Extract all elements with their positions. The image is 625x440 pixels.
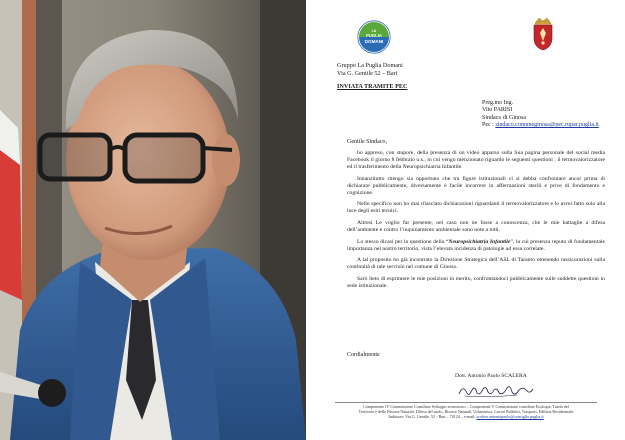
recipient-role: Sindaco di Ginosa [482, 114, 526, 121]
sender-line-1: Gruppo La Puglia Domani [337, 62, 403, 69]
salutation: Gentile Sindaco, [347, 139, 387, 145]
footer-address: Indirizzo: Via G. Gentile, 52 - Bari – 74124 – e-mail: [388, 414, 477, 420]
pec-label: Pec : [482, 122, 496, 129]
paragraph-7: Sarò lieto di esprimere le mie posizioni in merito, confrontandoci pubblicamente sulle suddette questioni in sede istituzionale. [347, 275, 605, 289]
paragraph-5-before: Lo stesso dicasi per la questione della “ [357, 238, 449, 245]
sender-address [337, 62, 403, 77]
recipient-name: Vito PARISI [482, 107, 513, 114]
regional-crest-icon [531, 16, 555, 52]
signer-name: Dott. Antonio Paolo SCALERA [455, 373, 527, 379]
speaker-photo [0, 0, 306, 440]
paragraph-2: Innanzitutto ritengo sia opportuno che tra figure istituzionali ci si debba confrontare ancor prima di dichiarare pubblicamente, diversamente è facile incorrere in affermazioni sterili e prive di fondamento e cognizione. [347, 175, 605, 196]
letter-document [307, 0, 625, 440]
handwritten-signature [457, 381, 535, 399]
paragraph-5 [347, 239, 605, 253]
closing: Cordialmente [347, 352, 380, 358]
la-puglia-domani-logo [357, 20, 391, 54]
footer-line-3 [327, 414, 605, 419]
recipient-title: Preg.mo Ing. [482, 100, 514, 106]
paragraph-6: A tal proposito ho già incontrato la Direzione Strategica dell’ASL di Taranto ottenendo rassicurazioni sulla continuità di tale servizio nel comune di Ginosa. [347, 257, 605, 271]
letter-footer [327, 404, 605, 419]
paragraph-3: Nello specifico non ho mai rilasciato dichiarazioni riguardanti il termovalorizzatore e lo avrei fatto solo alla luce degli esiti tecnici. [347, 201, 605, 215]
recipient-address [482, 100, 599, 130]
recipient-pec-email-link[interactable]: sindaco.comuneginosa@pec.rupar.puglia.it [495, 122, 599, 129]
paragraph-5-emphasis: Neuropsichiatria Infantile [448, 238, 511, 245]
paragraph-4: Altresì Le voglio far presente, nel caso non ne fosse a conoscenza, che le mie battaglie a difesa dell’ambiente e contro l’inquinamento ambientale sono note a tutti. [347, 219, 605, 234]
sent-via-pec-heading: INVIATA TRAMITE PEC [337, 83, 408, 90]
logo-text-3: DOMANI [364, 39, 384, 44]
logo-text-1: LA [371, 29, 377, 33]
logo-text-2: PUGLIA [366, 33, 382, 38]
paragraph-5-after: ”, la cui presenza reputo di fondamentale importanza nel nostro territorio, vista l’elevata incidenza di patologie ad essa correlate. [347, 238, 605, 252]
sender-line-2: Via G. Gentile 52 – Bari [337, 69, 398, 77]
footer-line-2: Territorio e delle Risorse Naturali, Difesa del suolo, Risorse Naturali, Urbanistica, Lavori Pubblici, Trasporti, Edilizia Residenziale [358, 409, 574, 415]
recipient-pec [482, 122, 599, 129]
footer-divider [335, 402, 597, 403]
footer-email-link[interactable]: scalera.antoniopaolo@consiglio.puglia.it [476, 414, 544, 420]
footer-line-1: Componente IV Commissione Consiliare Sviluppo economico – Componente V Commissione consiliare Ecologia, Tutela del [363, 404, 569, 409]
paragraph-1: ho appreso, con stupore, della presenza di un video apparso sulla Sua pagina personale del social media Facebook il giorno 8 febbraio u.s., in cui vengo menzionato riguardo le seguenti questioni : il termovalorizzatore ed il trasferimento della Neuropsichiatria Infantile. [347, 150, 605, 171]
letter-body [347, 150, 605, 294]
